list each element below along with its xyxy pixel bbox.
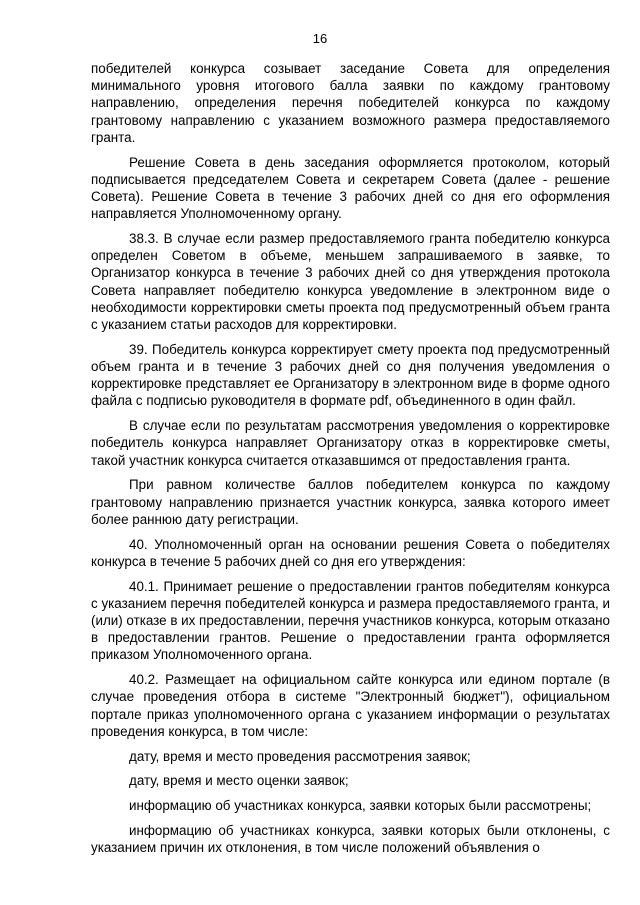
list-item-rejected-participants: информацию об участниках конкурса, заявки которых были отклонены, с указанием причин их отклонения, в том числе положений объявления о — [91, 823, 610, 856]
paragraph-38-3: 38.3. В случае если размер предоставляемого гранта победителю конкурса определен Советом в объеме, меньшем запрашиваемого в заявке, то Организатор конкурса в течение 3 рабочих дней со дня утверждения протокола Совета направляет победителю конкурса уведомление в электронном виде о необходимости корректировки сметы проекта под предусмотренный объем гранта с указанием статьи расходов для корректировки. — [91, 231, 610, 333]
page-number: 16 — [312, 31, 328, 46]
list-item-reviewed-participants: информацию об участниках конкурса, заявки которых были рассмотрены; — [129, 798, 592, 814]
paragraph-39: 39. Победитель конкурса корректирует смету проекта под предусмотренный объем гранта и в течение 3 рабочих дней со дня получения уведомления о корректировке представляет ее Организатору в электронном виде в форме одного файла с подписью руководителя в формате pdf, объединенного в один файл. — [91, 341, 610, 409]
paragraph-equal-score: При равном количестве баллов победителем конкурса по каждому грантовому направлению признается участник конкурса, заявка которого имеет более раннюю дату регистрации. — [91, 477, 610, 527]
paragraph-40-2: 40.2. Размещает на официальном сайте конкурса или едином портале (в случае проведения отбора в системе "Электронный бюджет"), официальном портале приказ уполномоченного органа с указанием информации о результатах проведения конкурса, в том числе: — [91, 672, 610, 739]
paragraph-40-1: 40.1. Принимает решение о предоставлении грантов победителям конкурса с указанием перечня победителей конкурса и размера предоставляемого гранта, и (или) отказе в их предоставлении, перечня участников конкурса, которым отказано в предоставлении грантов. Решение о предоставлении гранта оформляется приказом Уполномоченного органа. — [91, 578, 610, 663]
document-body — [91, 60, 610, 856]
paragraph-40: 40. Уполномоченный орган на основании решения Совета о победителях конкурса в течение 5 рабочих дней со дня его утверждения: — [91, 536, 610, 569]
paragraph-council-decision: Решение Совета в день заседания оформляется протоколом, который подписывается председателем Совета и секретарем Совета (далее - решение Совета). Решение Совета в течение 3 рабочих дней со дня его оформления направляется Уполномоченному органу. — [91, 154, 610, 222]
paragraph-continuation: победителей конкурса созывает заседание Совета для определения минимального уровня итогового балла заявки по каждому грантовому направлению, определения перечня победителей конкурса по каждому грантовому направлению с указанием возможного размера предоставляемого гранта. — [91, 61, 610, 145]
list-item-review-date: дату, время и место проведения рассмотрения заявок; — [129, 748, 471, 764]
paragraph-refusal: В случае если по результатам рассмотрения уведомления о корректировке победитель конкурса направляет Организатору отказ в корректировке сметы, такой участник конкурса считается отказавшимся от предоставления гранта. — [91, 418, 610, 468]
list-item-evaluation-date: дату, время и место оценки заявок; — [129, 773, 349, 789]
